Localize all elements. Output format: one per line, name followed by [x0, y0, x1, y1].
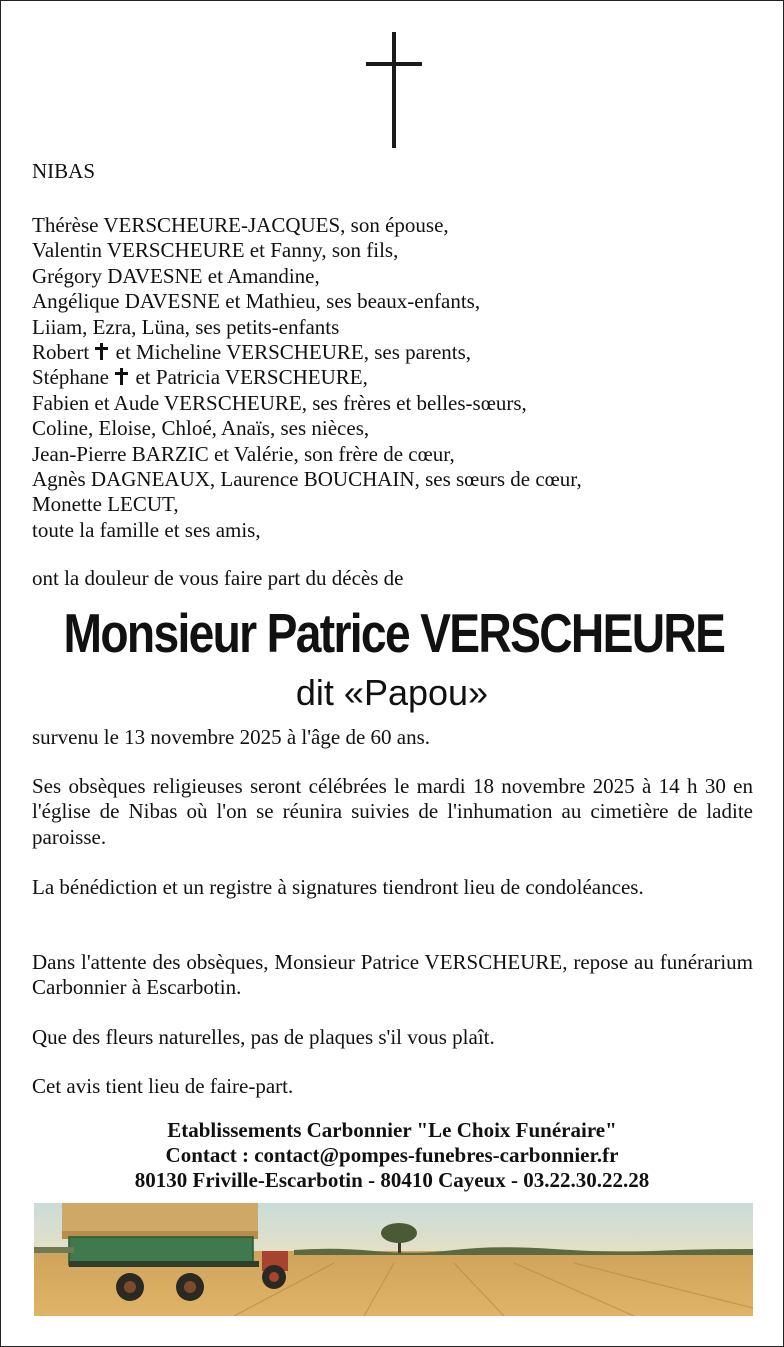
family-line — [32, 518, 753, 543]
family-line — [32, 391, 753, 416]
family-line — [32, 264, 753, 289]
family-text: Stéphane — [32, 365, 109, 390]
family-text: Jean-Pierre BARZIC et Valérie, son frère de cœur, — [32, 441, 455, 466]
family-text: Fabien et Aude VERSCHEURE, ses frères et belles-sœurs, — [32, 390, 527, 415]
death-info: survenu le 13 novembre 2025 à l'âge de 60 ans. — [32, 725, 431, 749]
harvest-field-tractor-image — [34, 1203, 753, 1316]
family-line — [32, 340, 753, 365]
deceased-name: Monsieur Patrice VERSCHEURE — [63, 602, 725, 664]
funeral-home-contact[interactable]: Contact : contact@pompes-funebres-carbonnier.fr — [165, 1143, 619, 1167]
family-line — [32, 442, 753, 467]
family-text: Valentin VERSCHEURE et Fanny, son fils, — [32, 238, 399, 263]
family-text: Thérèse VERSCHEURE-JACQUES, son épouse, — [32, 213, 449, 237]
family-text: Angélique DAVESNE et Mathieu, ses beaux-enfants, — [32, 289, 481, 314]
family-line — [32, 365, 753, 390]
deceased-cross-icon — [115, 368, 128, 385]
family-line — [32, 289, 753, 314]
funeral-home-address: 80130 Friville-Escarbotin - 80410 Cayeux - 03.22.30.22.28 — [134, 1168, 650, 1192]
family-text: Liiam, Ezra, Lüna, ses petits-enfants — [32, 314, 340, 339]
family-text: Agnès DAGNEAUX, Laurence BOUCHAIN, ses sœurs de cœur, — [32, 466, 582, 491]
family-line — [32, 416, 753, 441]
family-line — [32, 238, 753, 263]
deceased-cross-icon — [95, 343, 108, 360]
benediction-paragraph: La bénédiction et un registre à signatures tiendront lieu de condoléances. — [32, 875, 644, 899]
family-list — [32, 213, 753, 543]
family-text: toute la famille et ses amis, — [32, 517, 261, 542]
funeral-home-info — [1, 1118, 783, 1193]
family-text: Coline, Eloise, Chloé, Anaïs, ses nièces, — [32, 416, 370, 441]
family-text: et Micheline VERSCHEURE, ses parents, — [115, 339, 472, 364]
family-line — [32, 213, 753, 238]
announcement-intro: ont la douleur de vous faire part du décès de — [32, 566, 404, 590]
family-text: Robert — [32, 339, 90, 364]
family-text: Monette LECUT, — [32, 492, 179, 517]
cross-icon — [366, 32, 422, 148]
family-line — [32, 315, 753, 340]
family-text: Grégory DAVESNE et Amandine, — [32, 263, 320, 288]
repose-paragraph: Dans l'attente des obsèques, Monsieur Patrice VERSCHEURE, repose au funérarium Carbonnier à Escarbotin. — [32, 950, 753, 1000]
family-text: et Patricia VERSCHEURE, — [135, 365, 368, 390]
notice-paragraph: Cet avis tient lieu de faire-part. — [32, 1074, 294, 1098]
location-heading: NIBAS — [32, 159, 96, 183]
funeral-paragraph: Ses obsèques religieuses seront célébrées le mardi 18 novembre 2025 à 14 h 30 en l'église de Nibas où l'on se réunira suivies de l'inhumation au cimetière de ladite paroisse. — [32, 774, 753, 849]
family-line — [32, 467, 753, 492]
funeral-home-name: Etablissements Carbonnier "Le Choix Funéraire" — [167, 1118, 617, 1142]
deceased-nickname: dit «Papou» — [295, 672, 489, 713]
flowers-paragraph: Que des fleurs naturelles, pas de plaques s'il vous plaît. — [32, 1025, 495, 1049]
family-line — [32, 492, 753, 517]
